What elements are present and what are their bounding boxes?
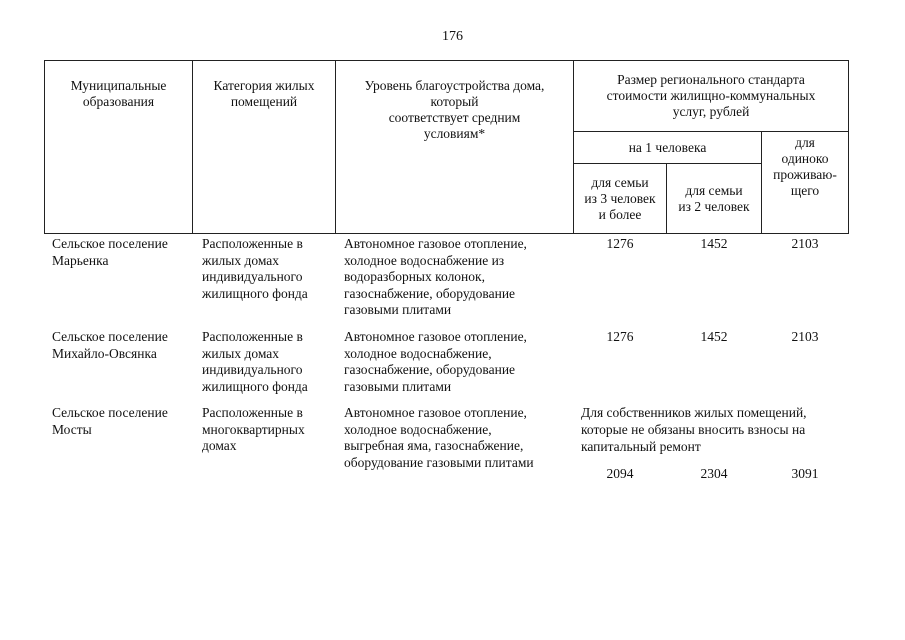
page-number: 176 bbox=[442, 29, 463, 44]
row-family3: 1276 bbox=[606, 329, 634, 344]
col-border-3 bbox=[573, 60, 574, 234]
row-family3: 2094 bbox=[606, 466, 634, 481]
header-family3: для семьи из 3 человек и более bbox=[584, 175, 656, 222]
row-family2: 1452 bbox=[700, 236, 728, 251]
row-category: Расположенные в жилых домах индивидуального жилищного фонда bbox=[202, 329, 308, 394]
table-top-border bbox=[44, 60, 849, 61]
row-municipal: Сельское поселение Мосты bbox=[52, 405, 168, 437]
row-level: Автономное газовое отопление, холодное водоснабжение, выгребная яма, газоснабжение, оборудование газовыми плитами bbox=[344, 405, 534, 470]
header-per-person: на 1 человека bbox=[628, 140, 707, 155]
col-border-2 bbox=[335, 60, 336, 234]
row-single: 3091 bbox=[791, 466, 819, 481]
row-municipal: Сельское поселение Марьенка bbox=[52, 236, 168, 268]
header-category: Категория жилых помещений bbox=[213, 78, 315, 109]
col-border-4 bbox=[666, 163, 667, 234]
row-single: 2103 bbox=[791, 236, 819, 251]
header-size: Размер регионального стандарта стоимости жилищно-коммунальных услуг, рублей bbox=[606, 72, 816, 119]
header-single: для одиноко проживаю- щего bbox=[773, 135, 837, 198]
row-family3: 1276 bbox=[606, 236, 634, 251]
row-level: Автономное газовое отопление, холодное водоснабжение из водоразборных колонок, газоснабжение, оборудование газовыми плитами bbox=[344, 236, 527, 317]
header-municipal: Муниципальные образования bbox=[70, 78, 167, 109]
per-person-subheader-border bbox=[573, 163, 761, 164]
col-border-5 bbox=[761, 131, 762, 234]
row-single: 2103 bbox=[791, 329, 819, 344]
row-note: Для собственников жилых помещений, которые не обязаны вносить взносы на капитальный ремонт bbox=[581, 405, 807, 454]
row-family2: 2304 bbox=[700, 466, 728, 481]
col-border-1 bbox=[192, 60, 193, 234]
col-border-left bbox=[44, 60, 45, 234]
row-family2: 1452 bbox=[700, 329, 728, 344]
header-bottom-border bbox=[44, 233, 849, 234]
row-category: Расположенные в многоквартирных домах bbox=[202, 405, 305, 453]
row-category: Расположенные в жилых домах индивидуального жилищного фонда bbox=[202, 236, 308, 301]
header-level: Уровень благоустройства дома, который соответствует средним условиям* bbox=[364, 78, 545, 141]
col-border-right bbox=[848, 60, 849, 234]
row-level: Автономное газовое отопление, холодное водоснабжение, газоснабжение, оборудование газовыми плитами bbox=[344, 329, 527, 394]
size-subheader-border bbox=[573, 131, 849, 132]
row-municipal: Сельское поселение Михайло-Овсянка bbox=[52, 329, 168, 361]
header-family2: для семьи из 2 человек bbox=[678, 183, 750, 214]
